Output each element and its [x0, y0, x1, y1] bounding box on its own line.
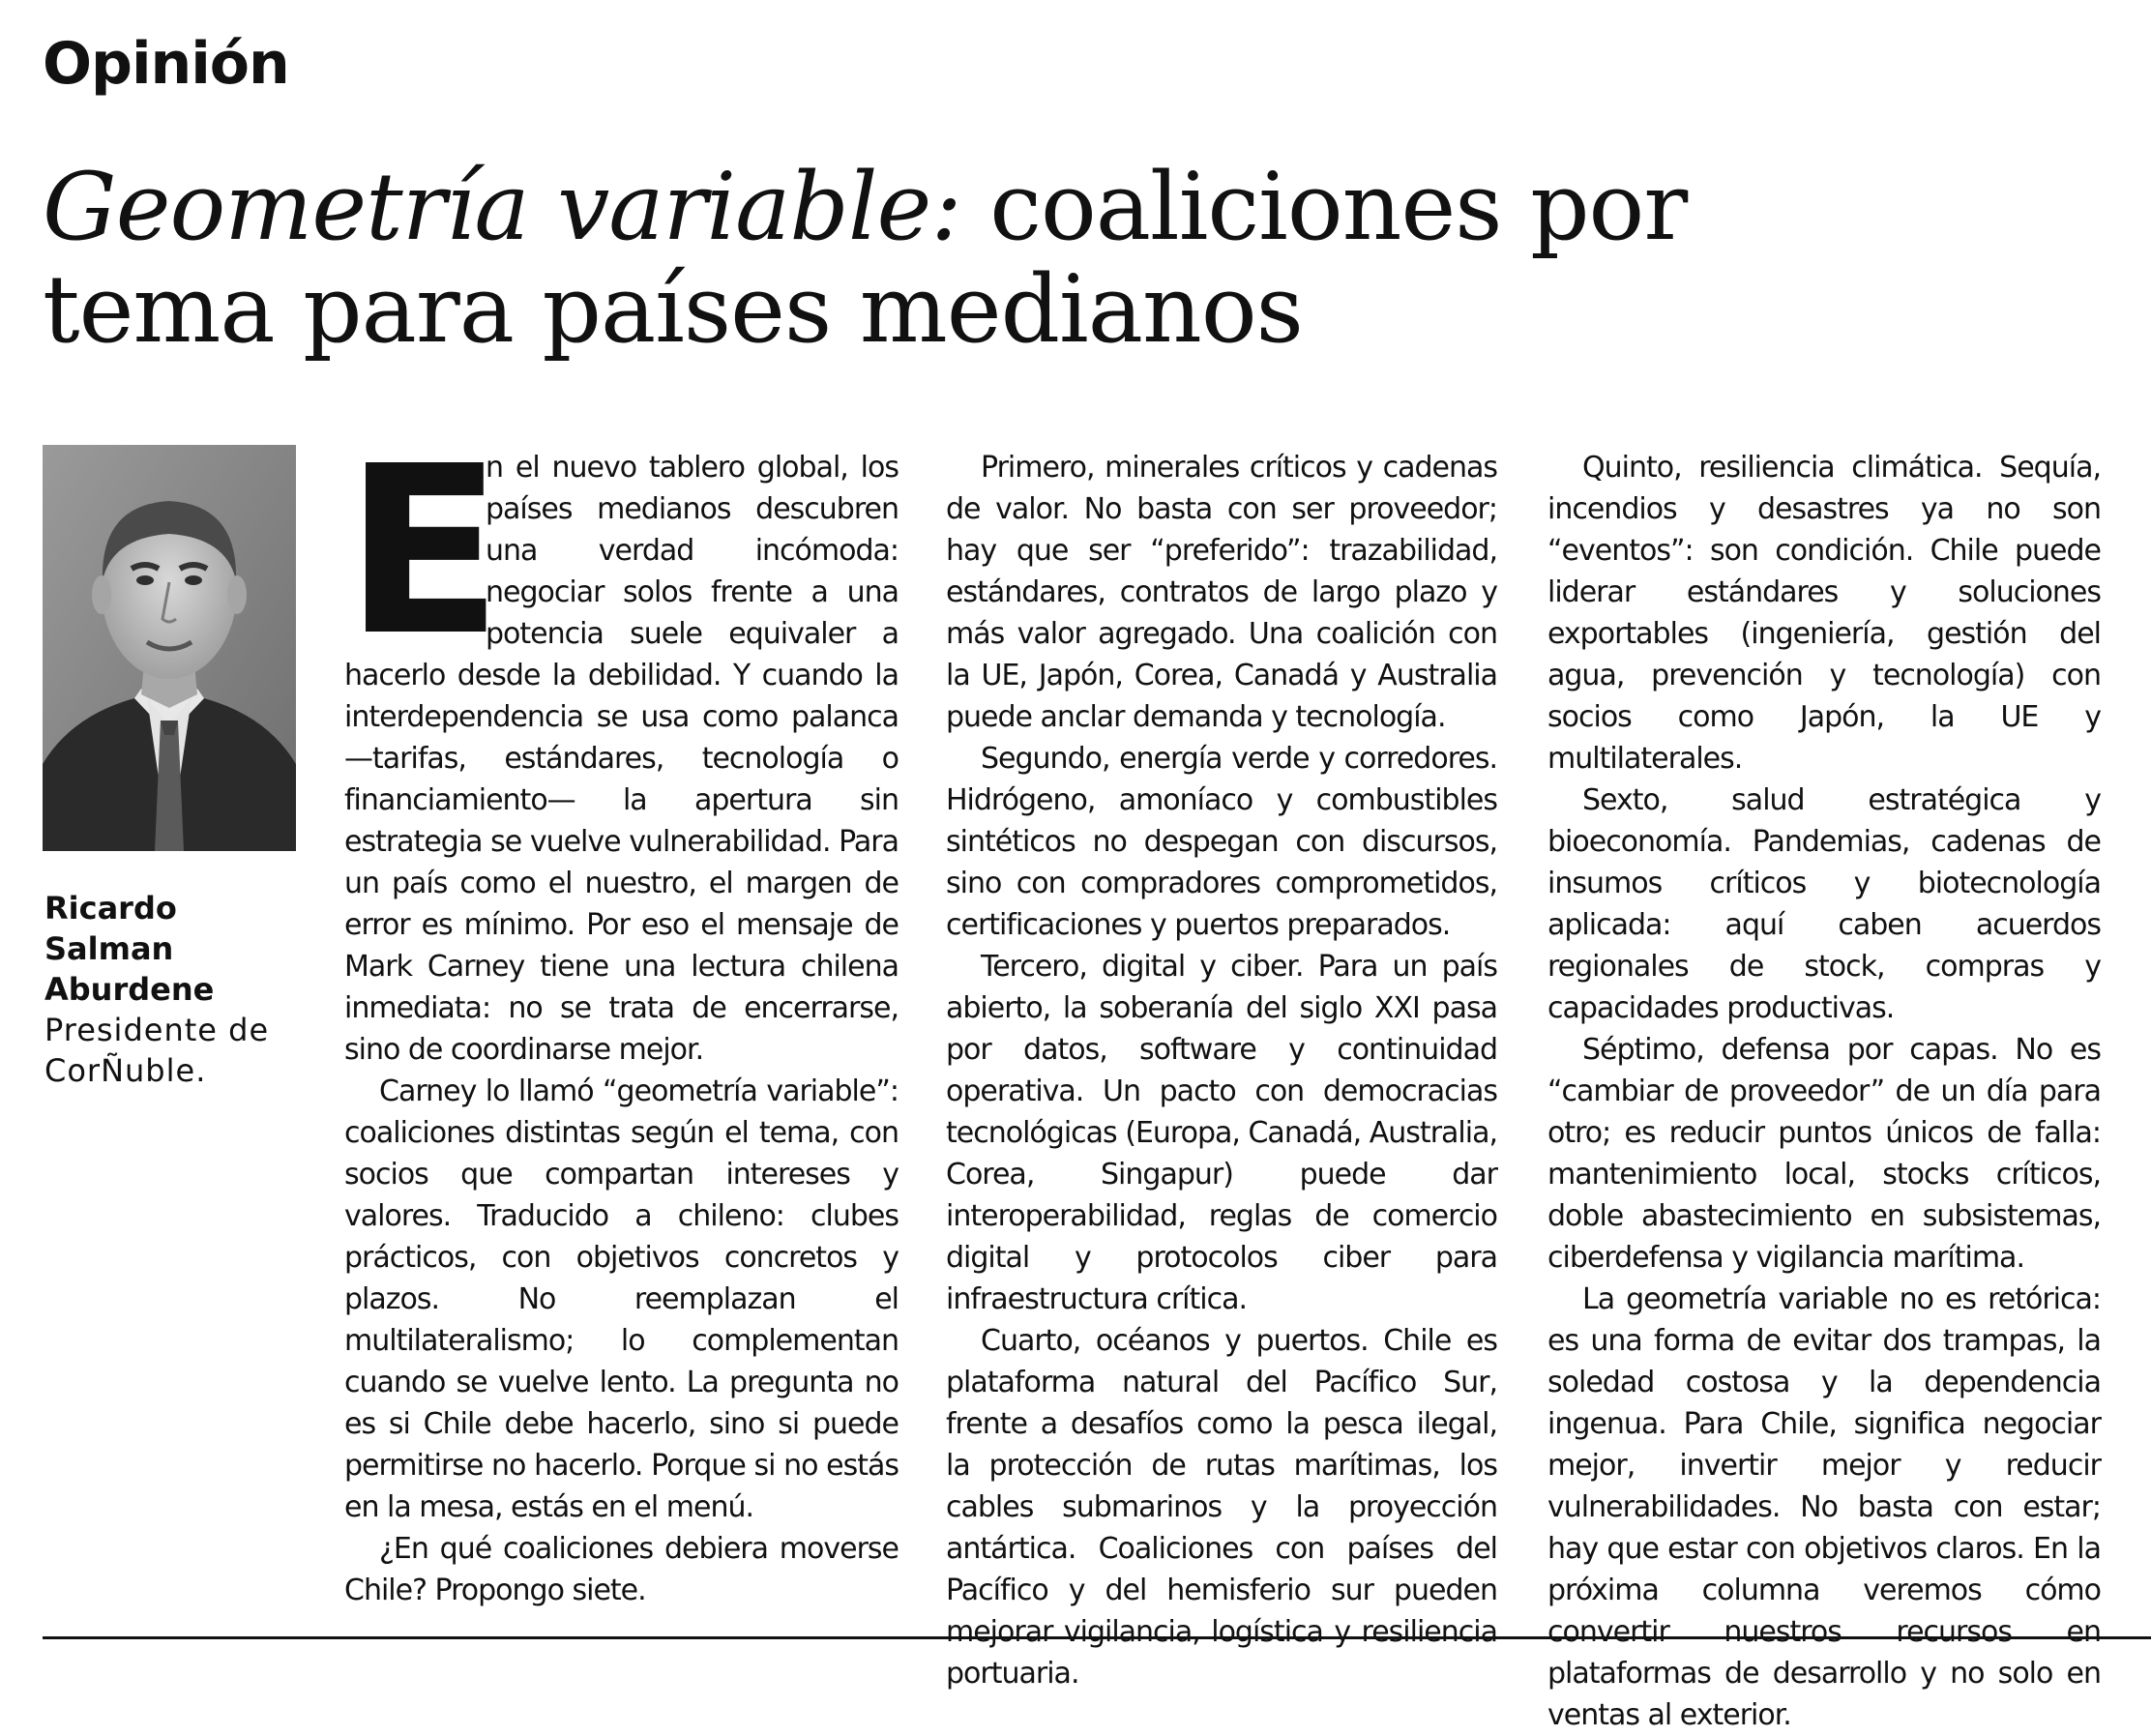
paragraph: Segundo, energía verde y corredores. Hidrógeno, amoníaco y combustibles sintéticos no despegan con discursos, sino con compradores comprometidos, certificaciones y puertos preparados. [946, 742, 1497, 942]
paragraph: ¿En qué coaliciones debiera moverse Chile? Propongo siete. [344, 1532, 899, 1607]
article-column-3 [1547, 447, 2101, 1736]
author-photo [43, 445, 296, 851]
paragraph: Sexto, salud estratégica y bioeconomía. Pandemias, cadenas de insumos críticos y biotecnología aplicada: aquí caben acuerdos regionales de stock, compras y capacidades productivas. [1547, 783, 2101, 1025]
paragraph: Cuarto, océanos y puertos. Chile es plataforma natural del Pacífico Sur, frente a desafíos como la pesca ilegal, la protección de rutas marítimas, los cables submarinos y la proyección antártica. Coaliciones con países del Pacífico y del hemisferio sur pueden mejorar vigilancia, logística y resiliencia portuaria. [946, 1324, 1497, 1691]
paragraph: Primero, minerales críticos y cadenas de valor. No basta con ser proveedor; hay que ser “preferido”: trazabilidad, estándares, contratos de largo plazo y más valor agregado. Una coalición con la UE, Japón, Corea, Canadá y Australia puede anclar demanda y tecnología. [946, 451, 1497, 734]
paragraph: n el nuevo tablero global, los países medianos descubren una verdad incómoda: negociar solos frente a una potencia suele equivaler a hacerlo desde la debilidad. Y cuando la interdependencia se usa como palanca —tarifas, estándares, tecnología o financiamiento— la apertura sin estrategia se vuelve vulnerabilidad. Para un país como el nuestro, el margen de error es mínimo. Por eso el mensaje de Mark Carney tiene una lectura chilena inmediata: no se trata de encerrarse, sino de coordinarse mejor. [344, 451, 899, 1067]
section-label: Opinión [43, 30, 289, 98]
author-photo-icon [43, 445, 296, 851]
paragraph: Carney lo llamó “geometría variable”: coaliciones distintas según el tema, con socios que compartan intereses y valores. Traducido a chileno: clubes prácticos, con objetivos concretos y plazos. No reemplazan el multilateralismo; lo complementan cuando se vuelve lento. La pregunta no es si Chile debe hacerlo, sino si puede permitirse no hacerlo. Porque si no estás en la mesa, estás en el menú. [344, 1074, 899, 1524]
paragraph: Quinto, resiliencia climática. Sequía, incendios y desastres ya no son “eventos”: son condición. Chile puede liderar estándares y soluciones exportables (ingeniería, gestión del agua, prevención y tecnología) con socios como Japón, la UE y multilaterales. [1547, 451, 2101, 776]
article-column-2 [946, 447, 1497, 1694]
headline [43, 153, 1929, 364]
author-box [44, 888, 306, 1091]
author-role: Presidente de CorÑuble. [44, 1012, 270, 1089]
paragraph: Tercero, digital y ciber. Para un país abierto, la soberanía del siglo XXI pasa por datos, software y continuidad operativa. Un pacto con democracias tecnológicas (Europa, Canadá, Australia, Corea, Singapur) puede dar interoperabilidad, reglas de comercio digital y protocolos ciber para infraestructura crítica. [946, 950, 1497, 1316]
paragraph: Séptimo, defensa por capas. No es “cambiar de proveedor” de un día para otro; es reducir puntos únicos de falla: mantenimiento local, stocks críticos, doble abastecimiento en subsistemas, ciberdefensa y vigilancia marítima. [1547, 1033, 2101, 1275]
headline-italic: Geometría variable: [43, 153, 961, 261]
paragraph: La geometría variable no es retórica: es una forma de evitar dos trampas, la soledad costosa y la dependencia ingenua. Para Chile, significa negociar mejor, invertir mejor y reducir vulnerabilidades. No basta con estar; hay que estar con objetivos claros. En la próxima columna veremos cómo convertir nuestros recursos en plataformas de desarrollo y no solo en ventas al exterior. [1547, 1282, 2101, 1732]
article-column-1 [344, 416, 899, 1611]
headline-rest: coaliciones por tema para países medianos [43, 153, 1688, 364]
bottom-rule [43, 1636, 2151, 1639]
drop-cap: E [344, 416, 502, 687]
author-name: Ricardo Salman Aburdene [44, 890, 215, 1008]
